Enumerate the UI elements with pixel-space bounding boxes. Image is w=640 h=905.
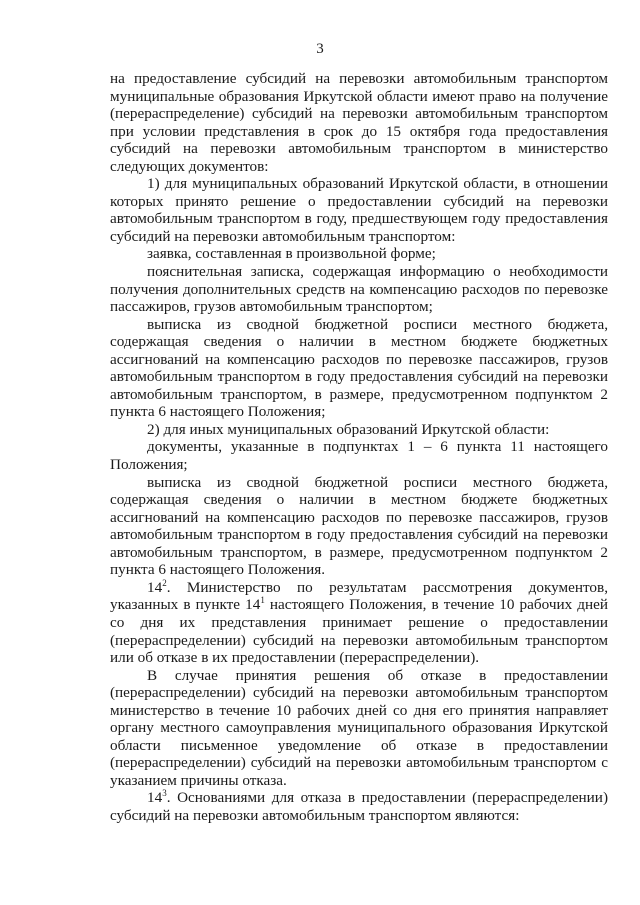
paragraph: на предоставление субсидий на перевозки автомобильным транспортом муниципальные образования Иркутской области имеют право на получение (перераспределение) субсидий на перевозки автомобильным транспортом при условии представления в срок до 15 октября года предоставления субсидий на перевозки автомобильным транспортом в министерство следующих документов: <box>110 70 608 175</box>
page-number: 3 <box>316 41 324 57</box>
clause-text: . Основаниями для отказа в предоставлении (перераспределении) субсидий на перевозки автомобильным транспортом являются: <box>110 789 608 824</box>
document-body <box>110 70 608 825</box>
clause-superscript: 3 <box>162 788 167 799</box>
paragraph: заявка, составленная в произвольной форме; <box>147 245 436 263</box>
paragraph: 2) для иных муниципальных образований Иркутской области: <box>147 420 550 438</box>
clause-superscript: 2 <box>162 577 167 588</box>
clause-number: 14 <box>147 789 163 807</box>
paragraph-14-2 <box>110 579 608 667</box>
paragraph: выписка из сводной бюджетной росписи местного бюджета, содержащая сведения о наличии в местном бюджете бюджетных ассигнований на компенсацию расходов по перевозке пассажиров, грузов автомобильным транспортом в году предоставления субсидий на перевозки автомобильным транспортом, в размере, предусмотренном подпунктом 2 пункта 6 настоящего Положения; <box>110 315 608 421</box>
paragraph: 1) для муниципальных образований Иркутской области, в отношении которых принято решение о предоставлении субсидий на перевозки автомобильным транспортом в году, предшествующем году предоставления субсидий на перевозки автомобильным транспортом: <box>110 175 608 245</box>
paragraph: документы, указанные в подпунктах 1 – 6 пункта 11 настоящего Положения; <box>110 438 608 474</box>
paragraph: выписка из сводной бюджетной росписи местного бюджета, содержащая сведения о наличии в местном бюджете бюджетных ассигнований на компенсацию расходов по перевозке пассажиров, грузов автомобильным транспортом в году предоставления субсидий на перевозки автомобильным транспортом, в размере, предусмотренном подпунктом 2 пункта 6 настоящего Положения. <box>110 473 608 579</box>
paragraph: пояснительная записка, содержащая информацию о необходимости получения дополнительных средств на компенсацию расходов по перевозке пассажиров, грузов автомобильным транспортом; <box>110 263 608 316</box>
paragraph-14-3 <box>110 789 608 824</box>
clause-number: 14 <box>147 578 163 596</box>
clause-text: . Министерство по результатам рассмотрения документов, указанных в пункте 14 <box>110 578 608 614</box>
paragraph: В случае принятия решения об отказе в предоставлении (перераспределении) субсидий на перевозки автомобильным транспортом министерство в течение 10 рабочих дней со дня его принятия направляет органу местного самоуправления муниципального образования Иркутской области письменное уведомление об отказе в предоставлении (перераспределении) субсидий на перевозки автомобильным транспортом с указанием причины отказа. <box>110 666 608 789</box>
clause-text: настоящего Положения, в течение 10 рабочих дней со дня их представления принимает решение о предоставлении (перераспределении) субсидий на перевозки автомобильным транспортом или об отказе в их предоставлении (перераспределении). <box>110 596 608 667</box>
clause-reference-superscript: 1 <box>260 595 265 606</box>
